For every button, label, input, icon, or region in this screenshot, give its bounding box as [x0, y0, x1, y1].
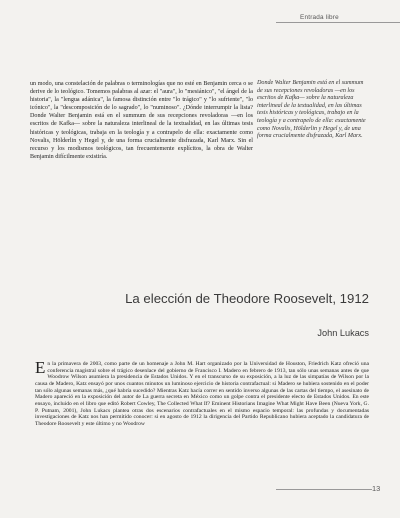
- article-body: [35, 358, 369, 428]
- pull-quote: Donde Walter Benjamin está en el summum de sus recepciones revoladoras —en los escritos de Kafka— sobre la naturaleza interlineal de la textualidad, en las últimas tesis históricas y teológicas, trabajo en la teología y a contrapelo de ella: exactamente como Novalis, Hölderlin y Hegel y, de una forma crucialmente disfrazada, Karl Marx.: [257, 80, 366, 140]
- continued-main-text: un modo, una constelación de palabras o terminologías que no esté en Benjamin cerca o se derive de lo teológico. Tomemos palabras al azar: el "aura", lo "mesiánico", "el ángel de la historia", la "lengua adánica", la famosa distinción entre "lo trágico" y "lo sufriente", "lo icónico", la "descomposición de lo sagrado", lo "numinoso". ¿Dónde interrumpir la lista? Donde Walter Benjamin está en el summum de sus recepciones revoladoras —en los escritos de Kafka— sobre la naturaleza interlineal de la textualidad, en las últimas tesis históricas y teológicas, trabaja en la teología y a contrapelo de ella: exactamente como Novalis, Hölderlin y Hegel y, de una forma crucialmente disfrazada, Karl Marx. Sin el recurso y los modismos teológicos, tan frecuentemente explícitos, la obra de Walter Benjamin difícilmente existiría.: [30, 81, 253, 160]
- drop-cap: E: [35, 358, 46, 377]
- footer-rule: [276, 489, 372, 490]
- header-rule: [276, 22, 400, 23]
- page-number: 13: [372, 484, 381, 493]
- section-label: Entrada libre: [300, 14, 339, 21]
- article-body-text: n la primavera de 2003, como parte de un homenaje a John M. Hart organizado por la Universidad de Houston, Friedrich Katz ofreció una conferencia magistral sobre el trágico desenlace del gobierno de Francisco I. Madero en febrero de 1913, tan sólo unas semanas antes de que Woodrow Wilson asumiera la presidencia de Estados Unidos. Y en el transcurso de su exposición, a la luz de las simpatías de Wilson por la causa de Madero, Katz ensayó por unos cuantos minutos un luminoso ejercicio de historia contrafactual: si Madero se hubiera sostenido en el poder tan sólo algunas semanas más, ¿qué habría sucedido? Mientras Katz hacía correr en sentido inverso algunas de las cartas del tiempo, el asesinato de Madero apareció en la exposición del autor de La guerra secreta en México como un golpe contra el presidente electo de Estados Unidos. En este ensayo, incluido en el libro que editó Robert Cowley, The Collected What If? Eminent Historians Imagine What Might Have Been (Nueva York, G. P. Putnam, 2001), John Lukacs plantea otras dos escenarios contrafactuales en el mismo espacio temporal: las profundas y documentadas investigaciones de Katz nos han permitido conocer: si en agosto de 1912 la dirigencia del Partido Republicano hubiera aceptado la candidatura de Theodore Roosevelt y este último y no Woodrow: [35, 361, 369, 427]
- article-author: John Lukacs: [317, 328, 369, 338]
- article-title: La elección de Theodore Roosevelt, 1912: [125, 291, 369, 306]
